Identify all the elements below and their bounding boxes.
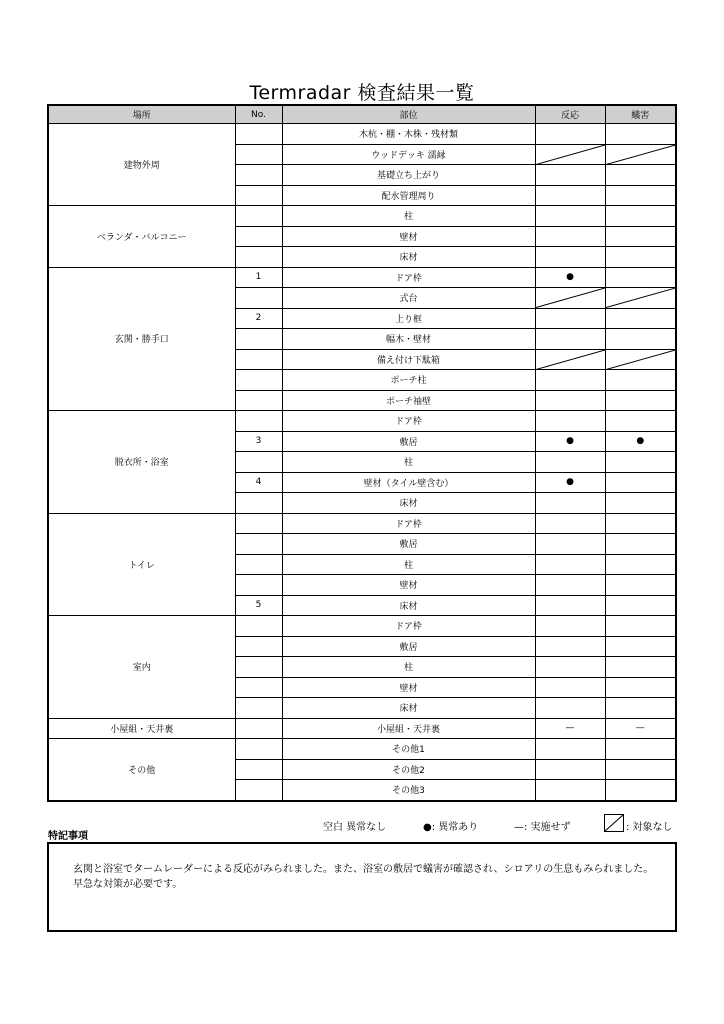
part-cell: 備え付け下駄箱 [282,349,535,370]
number-cell [235,636,282,657]
number-cell [235,165,282,186]
reaction-cell [535,677,605,698]
number-cell [235,616,282,637]
reaction-cell [535,759,605,780]
damage-cell [605,329,676,350]
part-cell: 柱 [282,657,535,678]
legend-na: : 対象なし [626,822,673,833]
damage-cell [605,349,676,370]
number-cell [235,780,282,801]
damage-cell [605,616,676,637]
legend-dash: —: 実施せず [514,822,571,833]
damage-cell [605,575,676,596]
header-damage: 蟻害 [605,105,676,124]
inspection-table [47,104,677,802]
reaction-cell [535,780,605,801]
reaction-cell [535,308,605,329]
damage-cell [605,124,676,145]
number-cell [235,226,282,247]
damage-cell [605,636,676,657]
table-row [48,718,676,739]
reaction-cell [535,329,605,350]
damage-cell [605,226,676,247]
part-cell: 壁材 [282,575,535,596]
part-cell: ドア枠 [282,411,535,432]
part-cell: 壁材 [282,226,535,247]
location-cell: トイレ [48,513,235,616]
part-cell: 壁材 [282,677,535,698]
location-cell: 室内 [48,616,235,719]
part-cell: その他3 [282,780,535,801]
reaction-cell [535,411,605,432]
reaction-cell [535,206,605,227]
reaction-cell [535,226,605,247]
number-cell [235,718,282,739]
number-cell [235,411,282,432]
damage-cell [605,144,676,165]
part-cell: 上り框 [282,308,535,329]
part-cell: 敷居 [282,534,535,555]
reaction-cell [535,370,605,391]
reaction-cell: ● [535,267,605,288]
damage-cell [605,185,676,206]
damage-cell [605,780,676,801]
part-cell: 柱 [282,554,535,575]
reaction-cell [535,288,605,309]
damage-cell [605,411,676,432]
reaction-cell: — [535,718,605,739]
table-row [48,206,676,227]
not-applicable-icon [606,288,676,308]
reaction-cell [535,349,605,370]
table-body [48,124,676,801]
number-cell [235,349,282,370]
location-cell: 小屋組・天井裏 [48,718,235,739]
number-cell [235,698,282,719]
table-row [48,411,676,432]
header-location: 場所 [48,105,235,124]
number-cell [235,206,282,227]
reaction-cell [535,165,605,186]
table-row [48,616,676,637]
number-cell [235,124,282,145]
reaction-cell [535,513,605,534]
reaction-cell [535,144,605,165]
part-cell: 小屋組・天井裏 [282,718,535,739]
notes-box [47,842,677,932]
table-row [48,513,676,534]
part-cell: 床材 [282,698,535,719]
not-applicable-icon [604,814,624,832]
reaction-cell [535,657,605,678]
page-title: Termradar 検査結果一覧 [249,82,475,104]
number-cell: 3 [235,431,282,452]
number-cell [235,739,282,760]
part-cell: 基礎立ち上がり [282,165,535,186]
damage-cell [605,288,676,309]
legend-blank: 空白 異常なし [323,822,387,833]
damage-cell [605,308,676,329]
number-cell: 1 [235,267,282,288]
number-cell [235,329,282,350]
damage-cell [605,554,676,575]
reaction-cell [535,247,605,268]
reaction-cell [535,124,605,145]
not-applicable-icon [606,350,676,370]
part-cell: 配水管理周り [282,185,535,206]
number-cell [235,554,282,575]
reaction-cell: ● [535,431,605,452]
number-cell [235,390,282,411]
number-cell: 4 [235,472,282,493]
number-cell [235,144,282,165]
number-cell [235,185,282,206]
part-cell: ポーチ柱 [282,370,535,391]
number-cell [235,493,282,514]
part-cell: 床材 [282,493,535,514]
damage-cell [605,759,676,780]
part-cell: ウッドデッキ 濡縁 [282,144,535,165]
header-reaction: 反応 [535,105,605,124]
number-cell: 2 [235,308,282,329]
damage-cell [605,472,676,493]
number-cell [235,677,282,698]
header-part: 部位 [282,105,535,124]
damage-cell [605,493,676,514]
part-cell: 敷居 [282,431,535,452]
number-cell [235,452,282,473]
damage-cell [605,698,676,719]
reaction-cell: ● [535,472,605,493]
damage-cell: ● [605,431,676,452]
reaction-cell [535,739,605,760]
damage-cell [605,247,676,268]
reaction-cell [535,452,605,473]
part-cell: 柱 [282,452,535,473]
not-applicable-icon [536,145,605,165]
location-cell: 玄関・勝手口 [48,267,235,411]
reaction-cell [535,636,605,657]
table-header-row [48,105,676,124]
damage-cell [605,595,676,616]
table-row [48,124,676,145]
not-applicable-icon [606,145,676,165]
reaction-cell [535,390,605,411]
damage-cell [605,657,676,678]
location-cell: 建物外周 [48,124,235,206]
header-no: No. [235,105,282,124]
damage-cell [605,390,676,411]
damage-cell [605,534,676,555]
reaction-cell [535,616,605,637]
damage-cell [605,267,676,288]
damage-cell [605,165,676,186]
reaction-cell [535,575,605,596]
reaction-cell [535,698,605,719]
reaction-cell [535,185,605,206]
number-cell [235,370,282,391]
number-cell [235,657,282,678]
part-cell: ポーチ袖壁 [282,390,535,411]
part-cell: ドア枠 [282,267,535,288]
number-cell [235,575,282,596]
table-row [48,739,676,760]
damage-cell: — [605,718,676,739]
damage-cell [605,677,676,698]
part-cell: 床材 [282,595,535,616]
damage-cell [605,370,676,391]
reaction-cell [535,595,605,616]
not-applicable-icon [536,288,605,308]
number-cell [235,288,282,309]
number-cell: 5 [235,595,282,616]
legend-dot: ●: 異常あり [423,822,479,833]
number-cell [235,759,282,780]
part-cell: 柱 [282,206,535,227]
part-cell: 幅木・壁材 [282,329,535,350]
location-cell: ベランダ・バルコニー [48,206,235,268]
part-cell: 壁材（タイル壁含む） [282,472,535,493]
part-cell: 式台 [282,288,535,309]
reaction-cell [535,534,605,555]
part-cell: 床材 [282,247,535,268]
part-cell: 敷居 [282,636,535,657]
part-cell: その他2 [282,759,535,780]
part-cell: ドア枠 [282,513,535,534]
not-applicable-icon [536,350,605,370]
location-cell: その他 [48,739,235,801]
damage-cell [605,452,676,473]
number-cell [235,513,282,534]
reaction-cell [535,554,605,575]
number-cell [235,247,282,268]
location-cell: 脱衣所・浴室 [48,411,235,514]
part-cell: ドア枠 [282,616,535,637]
part-cell: その他1 [282,739,535,760]
damage-cell [605,513,676,534]
damage-cell [605,739,676,760]
number-cell [235,534,282,555]
reaction-cell [535,493,605,514]
damage-cell [605,206,676,227]
notes-text: 玄関と浴室でタームレーダーによる反応がみられました。また、浴室の敷居で蟻害が確認され、シロアリの生息もみられました。早急な対策が必要です。 [73,864,654,890]
part-cell: 木杭・棚・木株・残材類 [282,124,535,145]
table-row [48,267,676,288]
legend [0,814,724,834]
notes-heading: 特記事項 [48,831,88,842]
